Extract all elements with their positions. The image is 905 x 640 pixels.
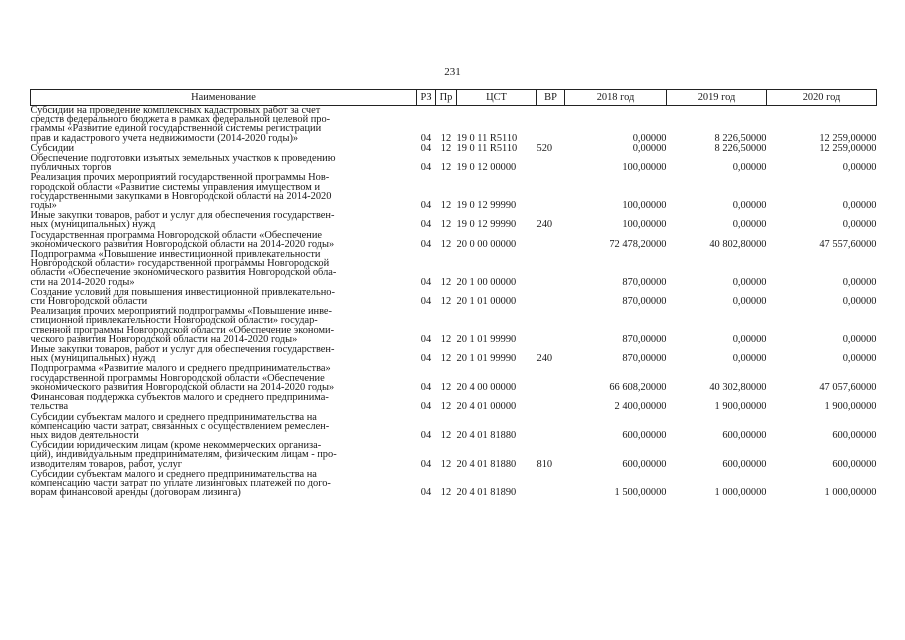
row-vr — [537, 364, 565, 393]
row-name — [31, 106, 417, 144]
row-cst: 20 4 00 00000 — [456, 381, 517, 393]
table-row — [31, 307, 877, 345]
row-cst: 20 1 01 99990 — [456, 353, 517, 365]
row-2020: 600,00000 — [832, 458, 877, 470]
row-vr — [537, 288, 565, 307]
row-name-line: ных видов деятельности — [30, 429, 139, 441]
row-2019: 0,00000 — [732, 333, 767, 345]
row-2018: 600,00000 — [622, 458, 667, 470]
row-rz: 04 — [420, 219, 432, 231]
row-2018: 600,00000 — [622, 429, 667, 441]
row-pr: 12 — [440, 142, 452, 154]
row-vr — [537, 231, 565, 250]
row-vr — [537, 106, 565, 144]
row-pr: 12 — [440, 401, 452, 413]
row-vr — [537, 393, 565, 412]
row-vr: 240 — [536, 353, 553, 365]
row-cst: 20 4 01 81880 — [456, 458, 517, 470]
table-body — [31, 106, 877, 499]
row-2018: 100,00000 — [622, 162, 667, 174]
row-name-line: Иные закупки товаров, работ и услуг для обеспечения государствен- — [30, 210, 335, 222]
header-name: Наименование — [31, 90, 417, 106]
row-2019: 0,00000 — [732, 162, 767, 174]
row-name-line: Субсидии субъектам малого и среднего предпринимательства на — [30, 468, 317, 480]
header-pr: Пр — [436, 90, 457, 106]
row-rz: 04 — [420, 238, 432, 250]
row-rz: 04 — [420, 200, 432, 212]
row-cst: 19 0 12 00000 — [456, 162, 517, 174]
row-name-line: тельства — [30, 401, 69, 413]
row-vr — [537, 154, 565, 173]
page-number: 231 — [444, 66, 461, 78]
table-row — [31, 413, 877, 442]
row-rz: 04 — [420, 381, 432, 393]
row-2018: 0,00000 — [632, 142, 667, 154]
row-vr: 520 — [536, 142, 553, 154]
row-pr: 12 — [440, 219, 452, 231]
row-2018: 66 608,20000 — [609, 381, 667, 393]
row-cst: 20 1 00 00000 — [456, 276, 517, 288]
row-2020: 0,00000 — [842, 200, 877, 212]
row-name-line: ворам финансовой аренды (договорам лизинга) — [30, 487, 241, 499]
row-2020: 12 259,00000 — [819, 142, 877, 154]
row-name — [31, 154, 417, 173]
row-pr: 12 — [440, 296, 452, 308]
row-name-line: ных (муниципальных) нужд — [30, 219, 156, 231]
row-name-line: Подпрограмма «Развитие малого и среднего предпринимательства» — [30, 363, 331, 375]
row-rz: 04 — [420, 276, 432, 288]
row-2020: 600,00000 — [832, 429, 877, 441]
row-rz: 04 — [420, 458, 432, 470]
row-2019: 600,00000 — [722, 429, 767, 441]
row-cst: 20 1 01 99990 — [456, 333, 517, 345]
row-cst: 19 0 12 99990 — [456, 200, 517, 212]
header-cst: ЦСТ — [457, 90, 537, 106]
row-2019: 0,00000 — [732, 353, 767, 365]
row-2019: 0,00000 — [732, 219, 767, 231]
row-cst: 20 0 00 00000 — [456, 238, 517, 250]
header-2019: 2019 год — [667, 90, 767, 106]
row-name-line: Обеспечение подготовки изъятых земельных участков к проведению — [30, 153, 336, 165]
row-name — [31, 345, 417, 364]
row-name-line: компенсацию части затрат, связанных с осуществлением ремеслен- — [30, 420, 330, 432]
row-2018: 100,00000 — [622, 200, 667, 212]
row-name-line: ческого развития Новгородской области на 2014-2020 годы» — [30, 333, 298, 345]
row-2019: 0,00000 — [732, 200, 767, 212]
table-row — [31, 231, 877, 250]
row-name — [31, 364, 417, 393]
row-name — [31, 173, 417, 211]
row-cst: 19 0 12 99990 — [456, 219, 517, 231]
row-cst: 19 0 11 R5110 — [456, 142, 518, 154]
row-2019: 8 226,50000 — [714, 132, 767, 144]
row-pr: 12 — [440, 200, 452, 212]
row-name-line: экономического развития Новгородской области на 2014-2020 годы» — [30, 238, 335, 250]
row-2018: 0,00000 — [632, 132, 667, 144]
row-name-line: сти на 2014-2020 годы» — [30, 276, 135, 288]
row-name-line: изводителям товаров, работ, услуг — [30, 458, 183, 470]
row-vr — [537, 250, 565, 288]
row-2018: 1 500,00000 — [614, 487, 667, 499]
row-pr: 12 — [440, 238, 452, 250]
row-2020: 0,00000 — [842, 219, 877, 231]
table-row — [31, 250, 877, 288]
row-2020: 0,00000 — [842, 276, 877, 288]
row-2018: 870,00000 — [622, 296, 667, 308]
row-pr: 12 — [440, 333, 452, 345]
row-pr: 12 — [440, 429, 452, 441]
row-rz: 04 — [420, 296, 432, 308]
table-row — [31, 154, 877, 173]
row-name-line: ственной программы Новгородской области «Обеспечение экономи- — [30, 324, 335, 336]
row-name-line: годы» — [30, 200, 57, 212]
row-cst: 19 0 11 R5110 — [456, 132, 518, 144]
row-2018: 2 400,00000 — [614, 401, 667, 413]
row-2018: 100,00000 — [622, 219, 667, 231]
row-pr: 12 — [440, 487, 452, 499]
row-pr: 12 — [440, 132, 452, 144]
row-vr: 810 — [536, 458, 553, 470]
row-2019: 40 802,80000 — [709, 238, 767, 250]
row-name — [31, 211, 417, 230]
table-row — [31, 441, 877, 470]
row-name-line: Реализация прочих мероприятий подпрограммы «Повышение инве- — [30, 306, 332, 318]
row-2019: 0,00000 — [732, 296, 767, 308]
row-2020: 0,00000 — [842, 333, 877, 345]
row-rz: 04 — [420, 142, 432, 154]
row-pr: 12 — [440, 162, 452, 174]
row-name-line: Субсидии на проведение комплексных кадастровых работ за счет — [30, 105, 321, 116]
budget-table — [30, 89, 877, 498]
table-row — [31, 345, 877, 364]
row-rz: 04 — [420, 353, 432, 365]
table-row — [31, 288, 877, 307]
row-2019: 8 226,50000 — [714, 142, 767, 154]
row-name-line: Иные закупки товаров, работ и услуг для обеспечения государствен- — [30, 344, 335, 356]
row-2020: 0,00000 — [842, 353, 877, 365]
header-rz: РЗ — [417, 90, 436, 106]
row-name-line: Субсидии юридическим лицам (кроме некоммерческих организа- — [30, 440, 322, 452]
row-name-line: сти Новгородской области — [30, 296, 148, 308]
table-row — [31, 106, 877, 144]
row-vr — [537, 173, 565, 211]
row-name-line: ций), индивидуальным предпринимателям, физическим лицам - про- — [30, 449, 337, 461]
row-name — [31, 470, 417, 499]
row-name-line: средств федерального бюджета в рамках федеральной целевой про- — [30, 114, 331, 126]
header-vr: ВР — [537, 90, 565, 106]
row-name-line: городской области «Развитие системы управления имуществом и — [30, 181, 321, 193]
header-2020: 2020 год — [767, 90, 877, 106]
row-name-line: государственной программы Новгородской области «Обеспечение — [30, 372, 325, 384]
row-name-line: Создание условий для повышения инвестиционной привлекательно- — [30, 286, 335, 298]
row-name-line: Финансовая поддержка субъектов малого и среднего предпринима- — [30, 392, 329, 404]
row-2019: 600,00000 — [722, 458, 767, 470]
row-2020: 1 000,00000 — [824, 487, 877, 499]
row-name-line: граммы «Развитие единой государственной системы регистрации — [30, 123, 322, 135]
row-vr: 240 — [536, 219, 553, 231]
row-name — [31, 393, 417, 412]
row-2020: 47 557,60000 — [819, 238, 877, 250]
row-name — [31, 231, 417, 250]
row-pr: 12 — [440, 381, 452, 393]
row-name-line: прав и кадастрового учета недвижимости (2014-2020 годы)» — [30, 132, 299, 144]
row-pr: 12 — [440, 276, 452, 288]
row-name — [31, 250, 417, 288]
row-name-line: Субсидии субъектам малого и среднего предпринимательства на — [30, 411, 317, 423]
row-cst: 20 4 01 81880 — [456, 429, 517, 441]
row-cst: 20 1 01 00000 — [456, 296, 517, 308]
row-name-line: Реализация прочих мероприятий государственной программы Нов- — [30, 172, 330, 184]
row-2020: 47 057,60000 — [819, 381, 877, 393]
row-name-line: экономического развития Новгородской области на 2014-2020 годы» — [30, 381, 335, 393]
row-2019: 1 000,00000 — [714, 487, 767, 499]
row-2019: 40 302,80000 — [709, 381, 767, 393]
row-name — [31, 288, 417, 307]
table-row — [31, 173, 877, 211]
row-name-line: области «Обеспечение экономического развития Новгородской обла- — [30, 267, 337, 279]
row-name — [31, 307, 417, 345]
row-vr — [537, 307, 565, 345]
table-row — [31, 393, 877, 412]
row-rz: 04 — [420, 487, 432, 499]
row-name — [31, 441, 417, 470]
row-cst: 20 4 01 81890 — [456, 487, 517, 499]
row-rz: 04 — [420, 429, 432, 441]
row-2018: 870,00000 — [622, 276, 667, 288]
row-pr: 12 — [440, 458, 452, 470]
row-2018: 870,00000 — [622, 333, 667, 345]
row-vr — [537, 413, 565, 442]
table-row — [31, 211, 877, 230]
header-2018: 2018 год — [565, 90, 667, 106]
row-name-line: Субсидии — [30, 142, 75, 154]
table-row — [31, 470, 877, 499]
row-rz: 04 — [420, 162, 432, 174]
row-2018: 72 478,20000 — [609, 238, 667, 250]
row-rz: 04 — [420, 333, 432, 345]
row-2020: 0,00000 — [842, 296, 877, 308]
row-name-line: стиционной привлекательности Новгородской области» государ- — [30, 315, 318, 327]
row-pr: 12 — [440, 353, 452, 365]
row-name-line: государственными закупками в Новгородской области на 2014-2020 — [30, 190, 332, 202]
row-rz: 04 — [420, 401, 432, 413]
row-name-line: Государственная программа Новгородской области «Обеспечение — [30, 229, 322, 241]
row-name-line: компенсацию части затрат по уплате лизинговых платежей по дого- — [30, 477, 331, 489]
row-2018: 870,00000 — [622, 353, 667, 365]
row-name — [31, 413, 417, 442]
row-vr — [537, 470, 565, 499]
row-rz: 04 — [420, 132, 432, 144]
row-2019: 1 900,00000 — [714, 401, 767, 413]
table-row — [31, 364, 877, 393]
row-cst: 20 4 01 00000 — [456, 401, 517, 413]
row-2020: 1 900,00000 — [824, 401, 877, 413]
row-name-line: ных (муниципальных) нужд — [30, 353, 156, 365]
row-2019: 0,00000 — [732, 276, 767, 288]
row-name-line: Новгородской области» государственной программы Новгородской — [30, 258, 330, 270]
row-2020: 0,00000 — [842, 162, 877, 174]
row-name-line: Подпрограмма «Повышение инвестиционной привлекательности — [30, 249, 321, 261]
table-header — [31, 90, 877, 106]
row-name-line: публичных торгов — [30, 162, 112, 174]
row-2020: 12 259,00000 — [819, 132, 877, 144]
